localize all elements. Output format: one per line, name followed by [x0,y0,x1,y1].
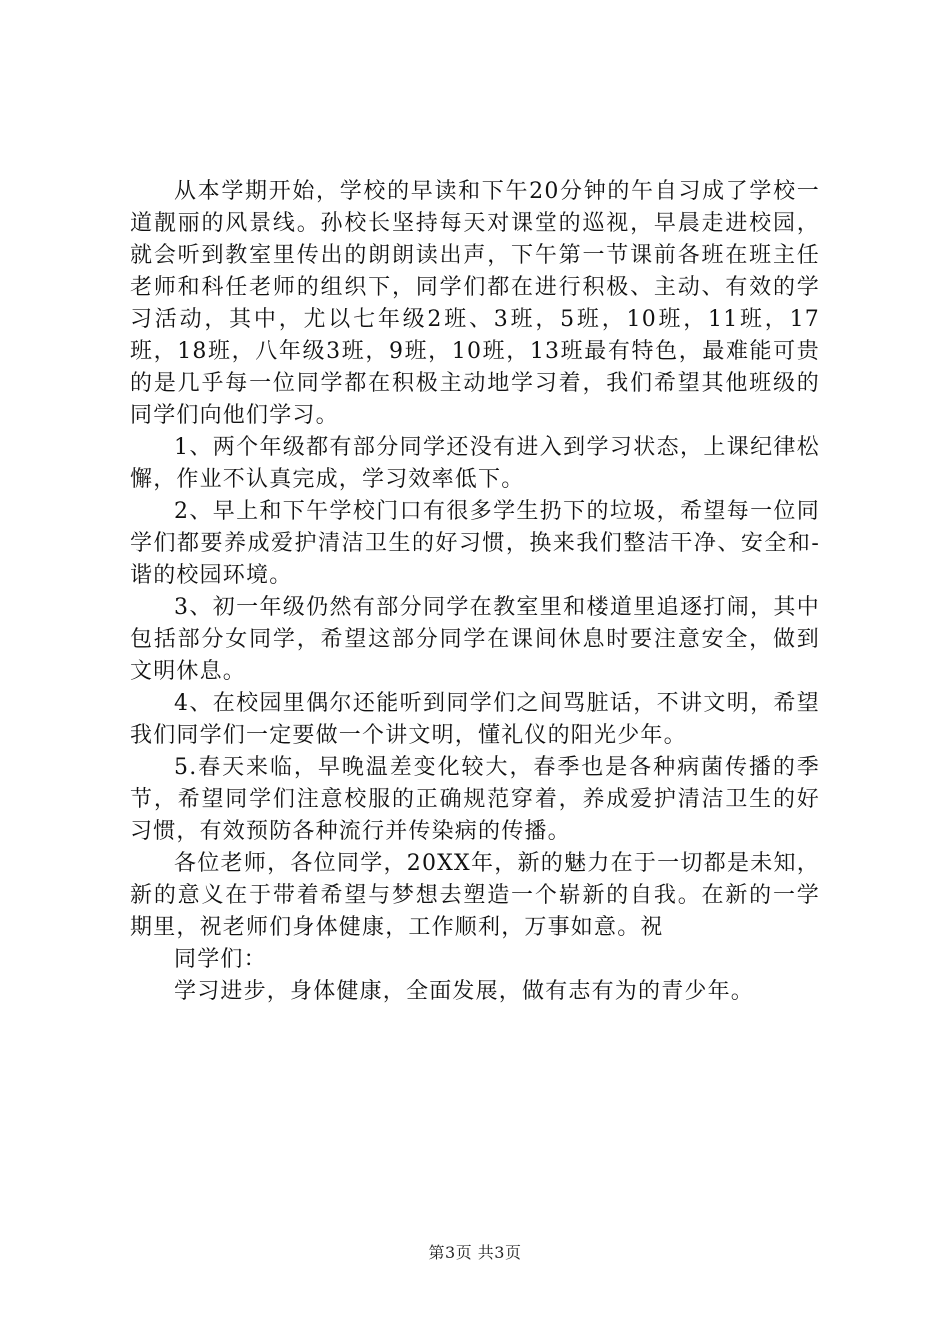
paragraph-closing: 各位老师，各位同学，20XX年，新的魅力在于一切都是未知，新的意义在于带着希望与梦想去塑造一个崭新的自我。在新的一学期里，祝老师们身体健康，工作顺利，万事如意。祝 [130,851,820,940]
paragraph-item-2: 2、早上和下午学校门口有很多学生扔下的垃圾，希望每一位同学们都要养成爱护清洁卫生的好习惯，换来我们整洁干净、安全和-谐的校园环境。 [130,499,820,588]
paragraph-item-3: 3、初一年级仍然有部分同学在教室里和楼道里追逐打闹，其中包括部分女同学，希望这部分同学在课间休息时要注意安全，做到文明休息。 [130,595,820,684]
paragraph-intro: 从本学期开始，学校的早读和下午20分钟的午自习成了学校一道靓丽的风景线。孙校长坚持每天对课堂的巡视，早晨走进校园，就会听到教室里传出的朗朗读出声，下午第一节课前各班在班主任老师和科任老师的组织下，同学们都在进行积极、主动、有效的学习活动，其中，尤以七年级2班、3班，5班，10班，11班，17班，18班，八年级3班，9班，10班，13班最有特色，最难能可贵的是几乎每一位同学都在积极主动地学习着，我们希望其他班级的同学们向他们学习。 [130,179,820,428]
paragraph-item-1: 1、两个年级都有部分同学还没有进入到学习状态，上课纪律松懈，作业不认真完成，学习效率低下。 [130,435,820,492]
paragraph-item-5: 5.春天来临，早晚温差变化较大，春季也是各种病菌传播的季节，希望同学们注意校服的正确规范穿着，养成爱护清洁卫生的好习惯，有效预防各种流行并传染病的传播。 [130,755,820,844]
page-footer: 第3页 共3页 [428,1243,522,1262]
document-body [130,176,820,1008]
paragraph-salutation: 同学们： [174,947,267,972]
paragraph-item-4: 4、在校园里偶尔还能听到同学们之间骂脏话，不讲文明，希望我们同学们一定要做一个讲文明，懂礼仪的阳光少年。 [130,691,820,748]
paragraph-wish: 学习进步，身体健康，全面发展，做有志有为的青少年。 [174,979,755,1004]
